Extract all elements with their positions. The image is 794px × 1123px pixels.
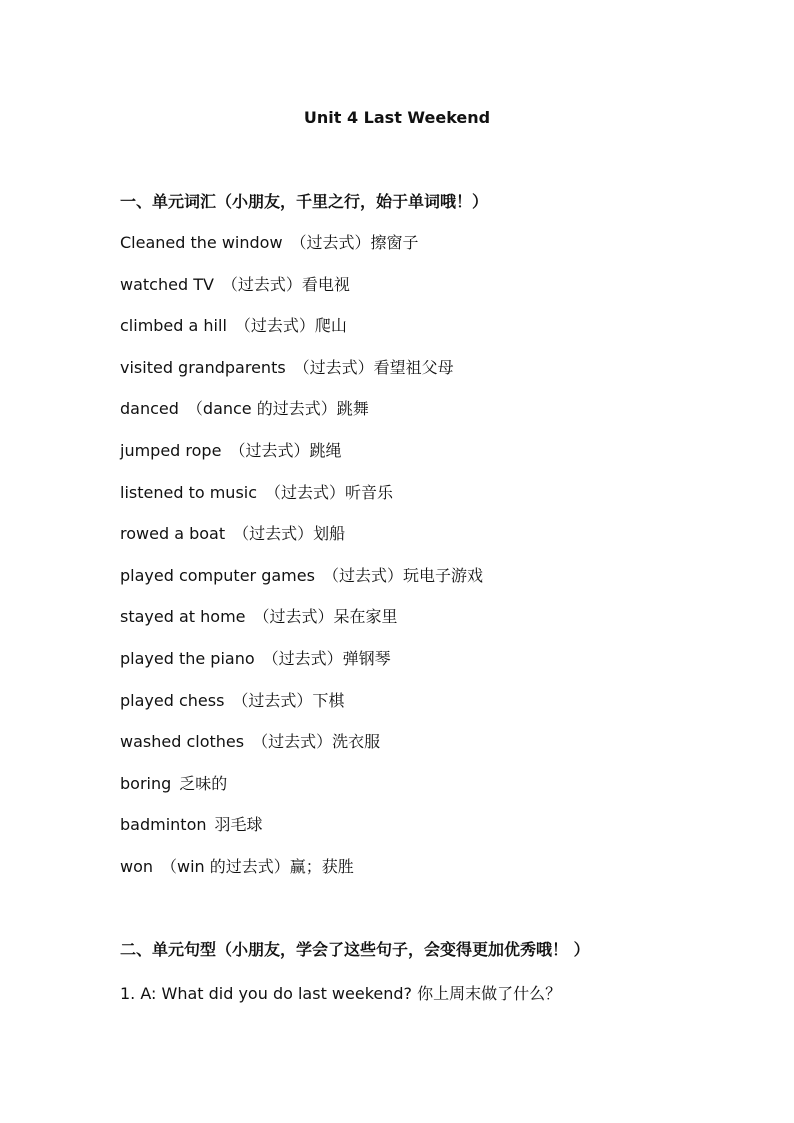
vocab-english: won	[120, 856, 154, 876]
vocabulary-list	[120, 231, 483, 897]
vocab-item	[120, 439, 483, 481]
vocab-item	[120, 522, 483, 564]
vocab-english: washed clothes	[120, 732, 245, 752]
vocab-item	[120, 356, 483, 398]
vocab-chinese: 羽毛球	[214, 815, 263, 835]
vocab-chinese: （过去式）跳绳	[229, 440, 342, 460]
vocab-english: played computer games	[120, 565, 315, 585]
section-heading-vocabulary: 一、单元词汇（小朋友，千里之行，始于单词哦！）	[120, 192, 489, 211]
vocab-chinese: （过去式）洗衣服	[252, 732, 381, 752]
vocab-english: climbed a hill	[120, 316, 227, 336]
sentence-item: 1. A: What did you do last weekend? 你上周末做了什么？	[120, 984, 562, 1003]
vocab-chinese: （过去式）看电视	[221, 274, 350, 294]
vocab-english: visited grandparents	[120, 357, 286, 377]
vocab-english: boring	[120, 773, 172, 793]
page-title: Unit 4 Last Weekend	[303, 108, 491, 127]
vocab-chinese: （过去式）玩电子游戏	[322, 565, 483, 585]
vocab-english: rowed a boat	[120, 524, 226, 544]
vocab-item	[120, 564, 483, 606]
vocab-chinese: （dance 的过去式）跳舞	[186, 399, 369, 419]
vocab-item	[120, 855, 483, 897]
vocab-chinese: （过去式）擦窗子	[290, 233, 419, 252]
vocab-english: jumped rope	[120, 440, 222, 460]
section-heading-sentences: 二、单元句型（小朋友，学会了这些句子，会变得更加优秀哦！ ）	[120, 940, 590, 959]
vocab-chinese: （过去式）下棋	[232, 690, 345, 710]
vocab-english: listened to music	[120, 482, 258, 502]
vocab-chinese: （过去式）弹钢琴	[262, 648, 391, 668]
vocab-chinese: （过去式）看望祖父母	[293, 357, 454, 377]
vocab-english: badminton	[120, 815, 207, 835]
vocab-chinese: 乏味的	[179, 773, 228, 793]
vocab-chinese: （过去式）呆在家里	[253, 607, 398, 627]
vocab-item	[120, 397, 483, 439]
vocab-chinese: （win 的过去式）赢；获胜	[161, 856, 354, 876]
vocab-item	[120, 647, 483, 689]
vocab-item	[120, 231, 483, 273]
vocab-english: played chess	[120, 690, 225, 710]
vocab-chinese: （过去式）划船	[233, 524, 346, 544]
vocab-english: danced	[120, 399, 179, 419]
vocab-english: Cleaned the window	[120, 233, 283, 252]
vocab-item	[120, 314, 483, 356]
vocab-english: watched TV	[120, 274, 214, 294]
vocab-item	[120, 813, 483, 855]
vocab-item	[120, 772, 483, 814]
vocab-item	[120, 605, 483, 647]
vocab-item	[120, 481, 483, 523]
vocab-chinese: （过去式）听音乐	[265, 482, 394, 502]
vocab-item	[120, 730, 483, 772]
vocab-english: played the piano	[120, 648, 255, 668]
vocab-chinese: （过去式）爬山	[234, 316, 347, 336]
vocab-item	[120, 273, 483, 315]
vocab-item	[120, 689, 483, 731]
vocab-english: stayed at home	[120, 607, 246, 627]
